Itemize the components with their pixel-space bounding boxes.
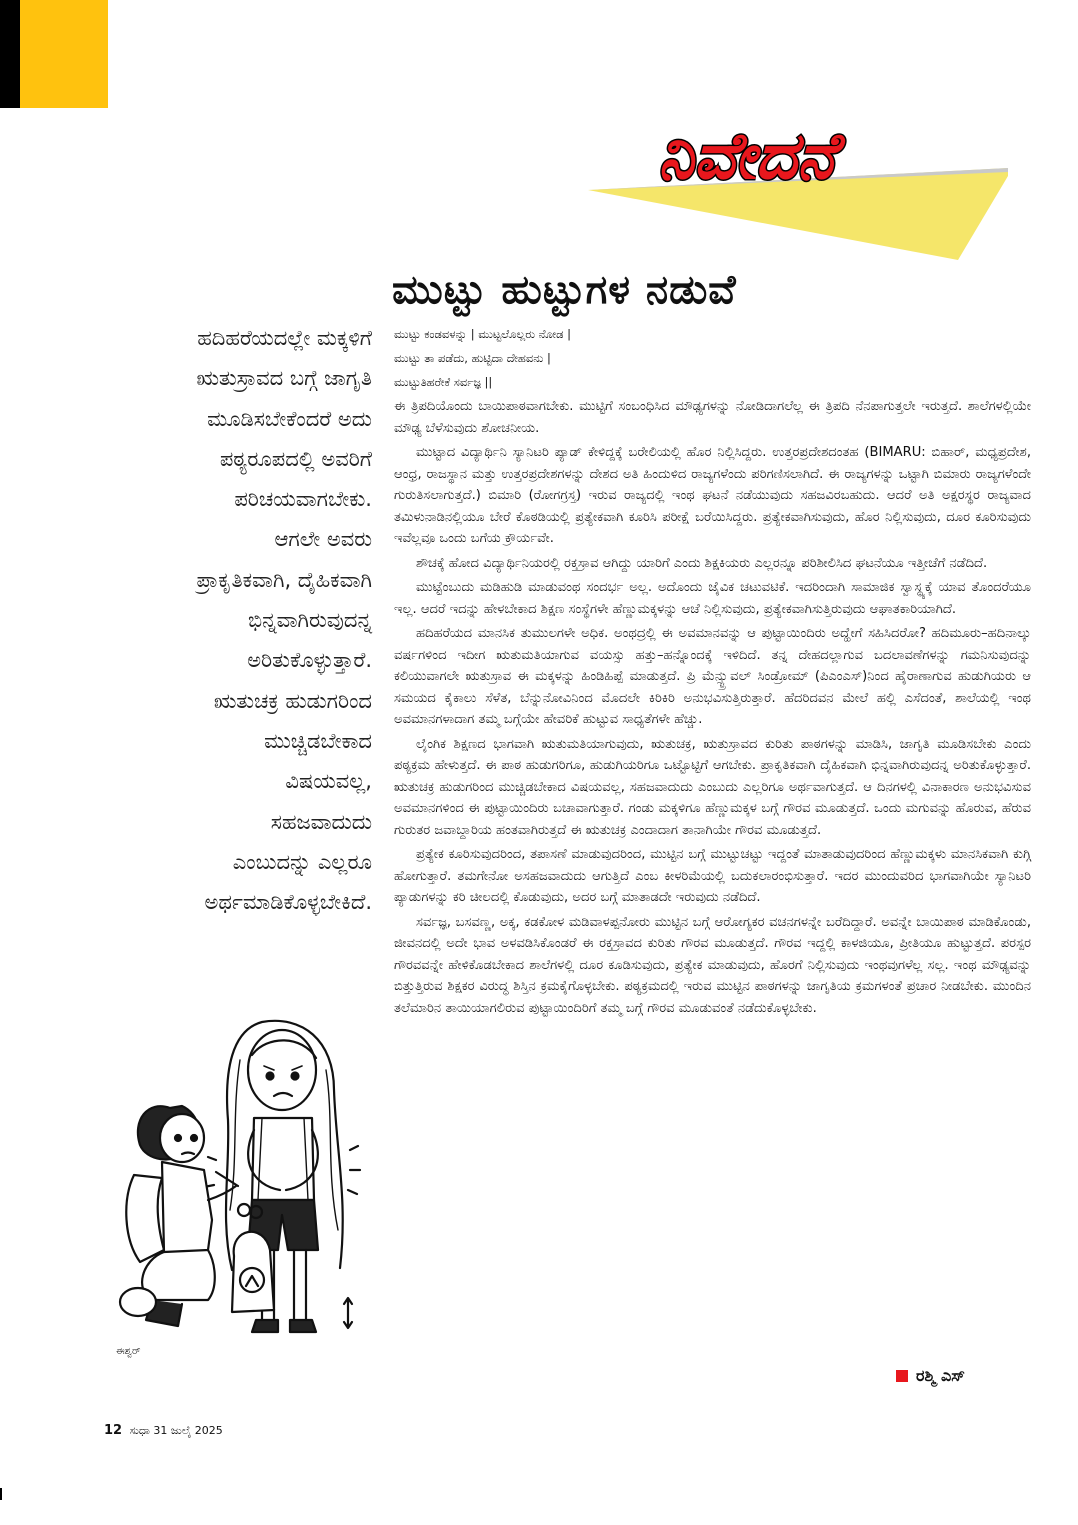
corner-black-block bbox=[0, 0, 20, 108]
publication-name: ಸುಧಾ bbox=[129, 1424, 150, 1437]
verse-line: ಮುಟ್ಟು ಕಂಡವಳನ್ನು | ಮುಟ್ಟಲೊಲ್ಲರು ನೋಡ | bbox=[394, 327, 572, 341]
byline-red-square bbox=[896, 1370, 908, 1382]
headline: ಮುಟ್ಟು ಹುಟ್ಟುಗಳ ನಡುವೆ bbox=[392, 267, 737, 313]
pull-quote-line: ಆಗಲೇ ಅವರು bbox=[274, 527, 372, 552]
article-paragraph: ಮುಟ್ಟೆಂಬುದು ಮಡಿಹುಡಿ ಮಾಡುವಂಥ ಸಂದರ್ಭ ಅಲ್ಲ. ಅದೊಂದು ಜೈವಿಕ ಚಟುವಟಿಕೆ. ಇದರಿಂದಾಗಿ ಸಾಮಾಜಿಕ ಸ್ವಾಸ್ಥ್ಯಕ್ಕೆ ಯಾವ ತೊಂದರೆಯೂ ಇಲ್ಲ. ಆದರೆ ಇದನ್ನು ಹೇಳಬೇಕಾದ ಶಿಕ್ಷಣ ಸಂಸ್ಥೆಗಳೇ ಹೆಣ್ಣುಮಕ್ಕಳನ್ನು ಆಚೆ ನಿಲ್ಲಿಸುವುದು, ಪ್ರತ್ಯೇಕವಾಗಿಸುತ್ತಿರುವುದು ಆಘಾತಕಾರಿಯಾಗಿದೆ. bbox=[394, 580, 1031, 617]
article-paragraph: ಹದಿಹರೆಯದ ಮಾನಸಿಕ ತುಮುಲಗಳೇ ಅಧಿಕ. ಅಂಥದ್ರಲ್ಲಿ ಈ ಅವಮಾನವನ್ನು ಆ ಪುಟ್ಟಾಯಿಂದಿರು ಅದ್ಹೇಗೆ ಸಹಿಸಿದರೋ? ಹದಿಮೂರು–ಹದಿನಾಲ್ಕು ವರ್ಷಗಳಿಂದ ಇದೀಗ ಋತುಮತಿಯಾಗುವ ವಯಸ್ಸು ಹತ್ತು–ಹನ್ನೊಂದಕ್ಕೆ ಇಳಿದಿದೆ. ತನ್ನ ದೇಹದಲ್ಲಾಗುವ ಬದಲಾವಣೆಗಳನ್ನು ಗಮನಿಸುವುದನ್ನು ಕಲಿಯುವಾಗಲೇ ಋತುಸ್ರಾವ ಈ ಮಕ್ಕಳನ್ನು ಹಿಂಡಿಹಿಪ್ಪೆ ಮಾಡುತ್ತದೆ. ಪ್ರಿ ಮೆನ್ಸ್ಟ್ರುವಲ್ ಸಿಂಡ್ರೋಮ್ (ಪಿಎಂಎಸ್)ನಿಂದ ಹೈರಾಣಾಗುವ ಹುಡುಗಿಯರು ಆ ಸಮಯದ ಕೈಕಾಲು ಸೆಳೆತ, ಬೆನ್ನುನೋವಿನಿಂದ ಮೊದಲೇ ಕಿರಿಕಿರಿ ಅನುಭವಿಸುತ್ತಿರುತ್ತಾರೆ. ಹೆದರಿದವನ ಮೇಲೆ ಹಲ್ಲಿ ಎಸೆದಂತೆ, ಶಾಲೆಯಲ್ಲಿ ಇಂಥ ಅವಮಾನಗಳಾದಾಗ ತಮ್ಮ ಬಗ್ಗೆಯೇ ಹೇವರಿಕೆ ಹುಟ್ಟುವ ಸಾಧ್ಯತೆಗಳೇ ಹೆಚ್ಚು. bbox=[394, 626, 1031, 727]
pull-quote-line: ಅರಿತುಕೊಳ್ಳುತ್ತಾರೆ. bbox=[247, 648, 372, 673]
pull-quote-line: ಋತುಚಕ್ರ ಹುಡುಗರಿಂದ bbox=[213, 688, 372, 713]
verse-block bbox=[394, 322, 1034, 394]
pull-quote-line: ಸಹಜವಾದುದು bbox=[270, 809, 372, 834]
pull-quote-line: ಋತುಸ್ರಾವದ ಬಗ್ಗೆ ಜಾಗೃತಿ bbox=[196, 366, 372, 391]
article-body bbox=[394, 396, 1031, 1022]
section-logo bbox=[588, 110, 1008, 260]
pull-quote-line: ಮುಚ್ಚಿಡಬೇಕಾದ bbox=[264, 728, 372, 753]
page-number: 12 bbox=[104, 1423, 123, 1438]
article-paragraph: ಲೈಂಗಿಕ ಶಿಕ್ಷಣದ ಭಾಗವಾಗಿ ಋತುಮತಿಯಾಗುವುದು, ಋತುಚಕ್ರ, ಋತುಸ್ರಾವದ ಕುರಿತು ಪಾಠಗಳನ್ನು ಮಾಡಿಸಿ, ಜಾಗೃತಿ ಮೂಡಿಸಬೇಕು ಎಂದು ಪಠ್ಯಕ್ರಮ ಹೇಳುತ್ತದೆ. ಈ ಪಾಠ ಹುಡುಗರಿಗೂ, ಹುಡುಗಿಯರಿಗೂ ಒಟ್ಟೊಟ್ಟಿಗೆ ಆಗಬೇಕು. ಪ್ರಾಕೃತಿಕವಾಗಿ ದೈಹಿಕವಾಗಿ ಭಿನ್ನವಾಗಿರುವುದನ್ನ ಅರಿತುಕೊಳ್ಳುತ್ತಾರೆ. ಋತುಚಕ್ರ ಹುಡುಗರಿಂದ ಮುಚ್ಚಿಡಬೇಕಾದ ವಿಷಯವಲ್ಲ, ಸಹಜವಾದುದು ಎಂಬುದು ಎಲ್ಲರಿಗೂ ಅರ್ಥವಾಗುತ್ತದೆ. ಆ ದಿನಗಳಲ್ಲಿ ವಿನಾಕಾರಣ ಅನುಭವಿಸುವ ಅವಮಾನಗಳಿಂದ ಈ ಪುಟ್ಟಾಯಿಂದಿರು ಬಚಾವಾಗುತ್ತಾರೆ. ಗಂಡು ಮಕ್ಕಳಿಗೂ ಹೆಣ್ಣುಮಕ್ಕಳ ಬಗ್ಗೆ ಗೌರವ ಮೂಡುತ್ತದೆ. ಒಂದು ಮಗುವನ್ನು ಹೊರುವ, ಹೆರುವ ಗುರುತರ ಜವಾಬ್ದಾರಿಯ ಹಂತವಾಗಿರುತ್ತದೆ ಈ ಋತುಚಕ್ರ ಎಂದಾದಾಗ ತಾನಾಗಿಯೇ ಗೌರವ ಮೂಡುತ್ತದೆ. bbox=[394, 736, 1031, 838]
section-logo-text: ನಿವೇದನೆ bbox=[658, 120, 836, 194]
pull-quote-line: ಪಠ್ಯರೂಪದಲ್ಲಿ ಅವರಿಗೆ bbox=[219, 446, 372, 471]
author-name: ರಶ್ಮಿ ಎಸ್ bbox=[916, 1366, 965, 1385]
pull-quote-line: ಎಂಬುದನ್ನು ಎಲ್ಲರೂ bbox=[232, 849, 372, 874]
byline bbox=[896, 1366, 965, 1386]
verse-line: ಮುಟ್ಟು ತಾ ಪಡೆದು, ಹುಟ್ಟಿದಾ ದೇಹವನು | bbox=[394, 351, 551, 365]
article-paragraph: ಪ್ರತ್ಯೇಕ ಕೂರಿಸುವುದರಿಂದ, ತಪಾಸಣೆ ಮಾಡುವುದರಿಂದ, ಮುಟ್ಟಿನ ಬಗ್ಗೆ ಮುಟ್ಟುಚಟ್ಟು ಇದ್ದಂತೆ ಮಾತಾಡುವುದರಿಂದ ಹೆಣ್ಣುಮಕ್ಕಳು ಮಾನಸಿಕವಾಗಿ ಕುಗ್ಗಿ ಹೋಗುತ್ತಾರೆ. ತಮಗೇನೋ ಅಸಹಜವಾದುದು ಆಗುತ್ತಿದೆ ಎಂಬ ಕೀಳರಿಮೆಯಲ್ಲಿ ಬದುಕಲಾರಂಭಿಸುತ್ತಾರೆ. ಇದರ ಮುಂದುವರಿದ ಭಾಗವಾಗಿಯೇ ಸ್ಯಾನಿಟರಿ ಪ್ಯಾಡುಗಳನ್ನು ಕರಿ ಚೀಲದಲ್ಲಿ ಕೊಡುವುದು, ಅದರ ಬಗ್ಗೆ ಮಾತಾಡದೇ ಇರುವುದು ನಡೆದಿದೆ. bbox=[394, 847, 1031, 905]
pull-quote-line: ವಿಷಯವಲ್ಲ, bbox=[285, 769, 372, 794]
verse-line: ಮುಟ್ಟುತಿಹರೇಕೆ ಸರ್ವಜ್ಞ || bbox=[394, 375, 493, 389]
pull-quote-line: ಅರ್ಥಮಾಡಿಕೊಳ್ಳಬೇಕಿದೆ. bbox=[204, 890, 372, 915]
corner-yellow-block bbox=[20, 0, 108, 108]
crop-mark bbox=[0, 1488, 2, 1500]
pull-quote-line: ಪರಿಚಯವಾಗಬೇಕು. bbox=[234, 487, 372, 512]
article-paragraph: ಮುಟ್ಟಾದ ವಿದ್ಯಾರ್ಥಿನಿ ಸ್ಯಾನಿಟರಿ ಪ್ಯಾಡ್ ಕೇಳಿದ್ದಕ್ಕೆ ಬರೇಲಿಯಲ್ಲಿ ಹೊರ ನಿಲ್ಲಿಸಿದ್ದರು. ಉತ್ತರಪ್ರದೇಶದಂತಹ (BIMARU: ಬಿಹಾರ್, ಮಧ್ಯಪ್ರದೇಶ, ಆಂಧ್ರ, ರಾಜಸ್ಥಾನ ಮತ್ತು ಉತ್ತರಪ್ರದೇಶಗಳನ್ನು ದೇಶದ ಅತಿ ಹಿಂದುಳಿದ ರಾಜ್ಯಗಳೆಂದು ಪರಿಗಣಿಸಲಾಗಿದೆ. ಈ ರಾಜ್ಯಗಳನ್ನು ಒಟ್ಟಾಗಿ ಬಿಮಾರು ರಾಜ್ಯಗಳೆಂದೇ ಗುರುತಿಸಲಾಗುತ್ತದೆ.) ಬಿಮಾರಿ (ರೋಗಗ್ರಸ್ತ) ಇರುವ ರಾಜ್ಯದಲ್ಲಿ ಇಂಥ ಘಟನೆ ನಡೆಯುವುದು ಸಹಜವಿರಬಹುದು. ಆದರೆ ಅತಿ ಅಕ್ಷರಸ್ಥರ ರಾಜ್ಯವಾದ ತಮಿಳುನಾಡಿನಲ್ಲಿಯೂ ಬೇರೆ ಕೊಠಡಿಯಲ್ಲಿ ಪ್ರತ್ಯೇಕವಾಗಿ ಕೂರಿಸಿ ಪರೀಕ್ಷೆ ಬರೆಯಿಸಿದ್ದರು. ಪ್ರತ್ಯೇಕವಾಗಿಸುವುದು, ಹೊರ ನಿಲ್ಲಿಸುವುದು, ದೂರ ಕೂರಿಸುವುದು ಇವೆಲ್ಲವೂ ಒಂದು ಬಗೆಯ ಕ್ರೌರ್ಯವೇ. bbox=[394, 445, 1031, 546]
pull-quote bbox=[110, 318, 372, 922]
pull-quote-line: ಹದಿಹರೆಯದಲ್ಲೇ ಮಕ್ಕಳಿಗೆ bbox=[197, 326, 372, 350]
article-paragraph: ಈ ತ್ರಿಪದಿಯೊಂದು ಬಾಯಿಪಾಠವಾಗಬೇಕು. ಮುಟ್ಟಿಗೆ ಸಂಬಂಧಿಸಿದ ಮೌಢ್ಯಗಳನ್ನು ನೋಡಿದಾಗಲೆಲ್ಲ ಈ ತ್ರಿಪದಿ ನೆನಪಾಗುತ್ತಲೇ ಇರುತ್ತದೆ. ಶಾಲೆಗಳಲ್ಲಿಯೇ ಮೌಢ್ಯ ಬೆಳೆಸುವುದು ಶೋಚನೀಯ. bbox=[394, 399, 1031, 436]
issue-date: 31 ಜುಲೈ 2025 bbox=[153, 1424, 223, 1437]
pull-quote-line: ಮೂಡಿಸಬೇಕೆಂದರೆ ಅದು bbox=[207, 406, 372, 431]
page-footer bbox=[104, 1423, 223, 1438]
pull-quote-line: ಪ್ರಾಕೃತಿಕವಾಗಿ, ದೈಹಿಕವಾಗಿ bbox=[196, 567, 372, 592]
illustrator-credit: ಈಶ್ವರ್ bbox=[116, 1346, 141, 1357]
article-paragraph: ಸರ್ವಜ್ಞ, ಬಸವಣ್ಣ, ಅಕ್ಕ, ಕಡಕೋಳ ಮಡಿವಾಳಪ್ಪನೋರು ಮುಟ್ಟಿನ ಬಗ್ಗೆ ಆರೋಗ್ಯಕರ ವಚನಗಳನ್ನೇ ಬರೆದಿದ್ದಾರೆ. ಅವನ್ನೇ ಬಾಯಿಪಾಠ ಮಾಡಿಕೊಂಡು, ಜೀವನದಲ್ಲಿ ಅದೇ ಭಾವ ಅಳವಡಿಸಿಕೊಂಡರೆ ಈ ರಕ್ತಸ್ರಾವದ ಕುರಿತು ಗೌರವ ಮೂಡುತ್ತದೆ. ಗೌರವ ಇದ್ದಲ್ಲಿ ಕಾಳಜಿಯೂ, ಪ್ರೀತಿಯೂ ಹುಟ್ಟುತ್ತದೆ. ಪರಸ್ಪರ ಗೌರವವನ್ನೇ ಹೇಳಿಕೊಡಬೇಕಾದ ಶಾಲೆಗಳಲ್ಲಿ ದೂರ ಕೂಡಿಸುವುದು, ಪ್ರತ್ಯೇಕ ಮಾಡುವುದು, ಹೊರಗೆ ನಿಲ್ಲಿಸುವುದು ಇಂಥವುಗಳೆಲ್ಲ ಸಲ್ಲ. ಇಂಥ ಮೌಢ್ಯವನ್ನು ಬಿತ್ತುತ್ತಿರುವ ಶಿಕ್ಷಕರ ವಿರುದ್ಧ ಶಿಸ್ತಿನ ಕ್ರಮಕೈಗೊಳ್ಳಬೇಕು. ಪಠ್ಯಕ್ರಮದಲ್ಲಿ ಇರುವ ಮುಟ್ಟಿನ ಪಾಠಗಳನ್ನು ಜಾಗೃತಿಯ ಕ್ರಮಗಳಂತೆ ಪ್ರಚಾರ ನೀಡಬೇಕು. ಮುಂದಿನ ತಲೆಮಾರಿನ ತಾಯಿಯಾಗಲಿರುವ ಪುಟ್ಟಾಯಿಂದಿರಿಗೆ ತಮ್ಮ ಬಗ್ಗೆ ಗೌರವ ಮೂಡುವಂತೆ ನಡೆದುಕೊಳ್ಳಬೇಕು. bbox=[394, 914, 1031, 1016]
illustration-two-girls bbox=[112, 1000, 374, 1345]
article-paragraph: ಶೌಚಕ್ಕೆ ಹೋದ ವಿದ್ಯಾರ್ಥಿನಿಯರಲ್ಲಿ ರಕ್ತಸ್ರಾವ ಆಗಿದ್ದು ಯಾರಿಗೆ ಎಂದು ಶಿಕ್ಷಕಿಯರು ಎಲ್ಲರನ್ನೂ ಪರಿಶೀಲಿಸಿದ ಘಟನೆಯೂ ಇತ್ತೀಚೆಗೆ ನಡೆದಿದೆ. bbox=[416, 555, 988, 571]
pull-quote-line: ಭಿನ್ನವಾಗಿರುವುದನ್ನ bbox=[248, 608, 372, 633]
